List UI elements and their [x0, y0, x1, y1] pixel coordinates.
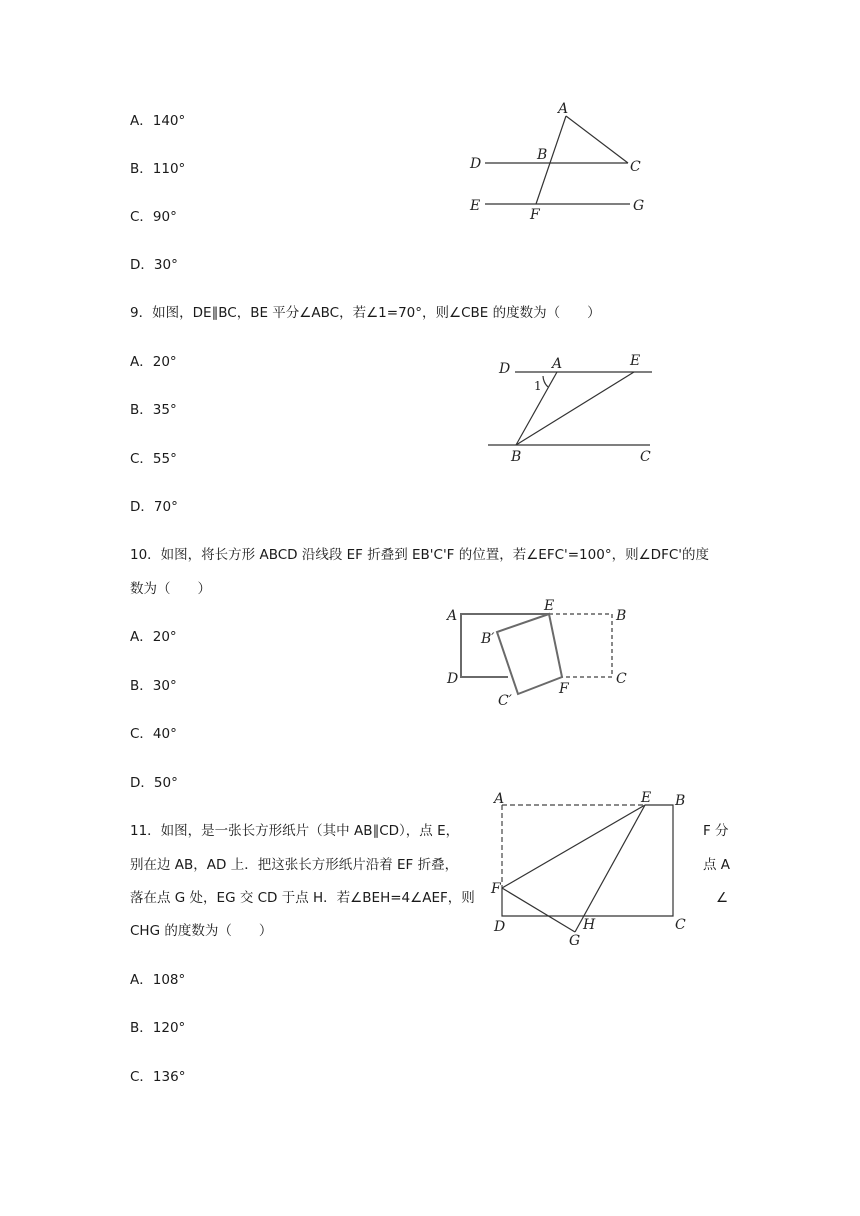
q10-label-a: A — [447, 608, 458, 624]
q8-label-c: C — [630, 159, 641, 175]
q8-option-c: C．90° — [130, 209, 177, 225]
q10-label-f: F — [559, 681, 569, 697]
q9-label-e: E — [630, 353, 641, 369]
q8-option-b: B．110° — [130, 161, 186, 177]
q11-stem-line3-right: ∠ — [716, 890, 729, 906]
q11-label-a: A — [494, 791, 505, 807]
q11-stem-line3-left: 落在点 G 处，EG 交 CD 于点 H．若∠BEH=4∠AEF，则 — [130, 890, 475, 906]
q8-label-a: A — [558, 101, 569, 117]
q10-label-d: D — [447, 671, 459, 687]
q10-label-cprime: C′ — [498, 693, 512, 709]
q9-option-a: A．20° — [130, 354, 177, 370]
q10-option-d: D．50° — [130, 775, 178, 791]
q10-label-b: B — [616, 608, 627, 624]
q10-label-c: C — [616, 671, 627, 687]
q8-label-e: E — [470, 198, 481, 214]
q8-label-f: F — [530, 207, 540, 223]
q9-label-d: D — [499, 361, 511, 377]
q11-label-d: D — [494, 919, 506, 935]
q11-label-b: B — [675, 793, 686, 809]
q10-option-c: C．40° — [130, 726, 177, 742]
q9-label-c: C — [640, 449, 651, 465]
q8-label-d: D — [470, 156, 482, 172]
q11-label-g: G — [569, 933, 581, 949]
q10-option-b: B．30° — [130, 678, 177, 694]
q11-stem-line2-left: 别在边 AB，AD 上．把这张长方形纸片沿着 EF 折叠， — [130, 857, 459, 873]
q8-option-a: A．140° — [130, 113, 186, 129]
q9-label-1: 1 — [534, 379, 542, 393]
q10-stem-line2: 数为（ ） — [130, 581, 211, 597]
q11-option-a: A．108° — [130, 972, 186, 988]
q11-stem-line1-right: F 分 — [703, 823, 729, 839]
q8-label-g: G — [633, 198, 645, 214]
q8-option-d: D．30° — [130, 257, 178, 273]
q10-label-e: E — [544, 598, 555, 614]
q9-stem: 9．如图，DE∥BC，BE 平分∠ABC，若∠1=70°，则∠CBE 的度数为（ ） — [130, 305, 601, 321]
q9-option-d: D．70° — [130, 499, 178, 515]
q11-stem-line2-right: 点 A — [703, 857, 731, 873]
q11-option-c: C．136° — [130, 1069, 186, 1085]
q8-label-b: B — [537, 147, 548, 163]
q9-option-c: C．55° — [130, 451, 177, 467]
q11-label-f: F — [491, 881, 501, 897]
q11-stem-line4: CHG 的度数为（ ） — [130, 923, 273, 939]
q11-option-b: B．120° — [130, 1020, 186, 1036]
q11-stem-line1-left: 11．如图，是一张长方形纸片（其中 AB∥CD），点 E， — [130, 823, 460, 839]
q9-label-b: B — [511, 449, 522, 465]
q10-option-a: A．20° — [130, 629, 177, 645]
q11-label-h: H — [583, 917, 596, 933]
q10-stem-line1: 10．如图，将长方形 ABCD 沿线段 EF 折叠到 EB'C'F 的位置，若∠EFC'=100°，则∠DFC'的度 — [130, 547, 709, 563]
q11-label-e: E — [641, 790, 652, 806]
q9-option-b: B．35° — [130, 402, 177, 418]
q9-label-a: A — [552, 356, 563, 372]
q10-label-bprime: B′ — [481, 631, 495, 647]
q11-label-c: C — [675, 917, 686, 933]
